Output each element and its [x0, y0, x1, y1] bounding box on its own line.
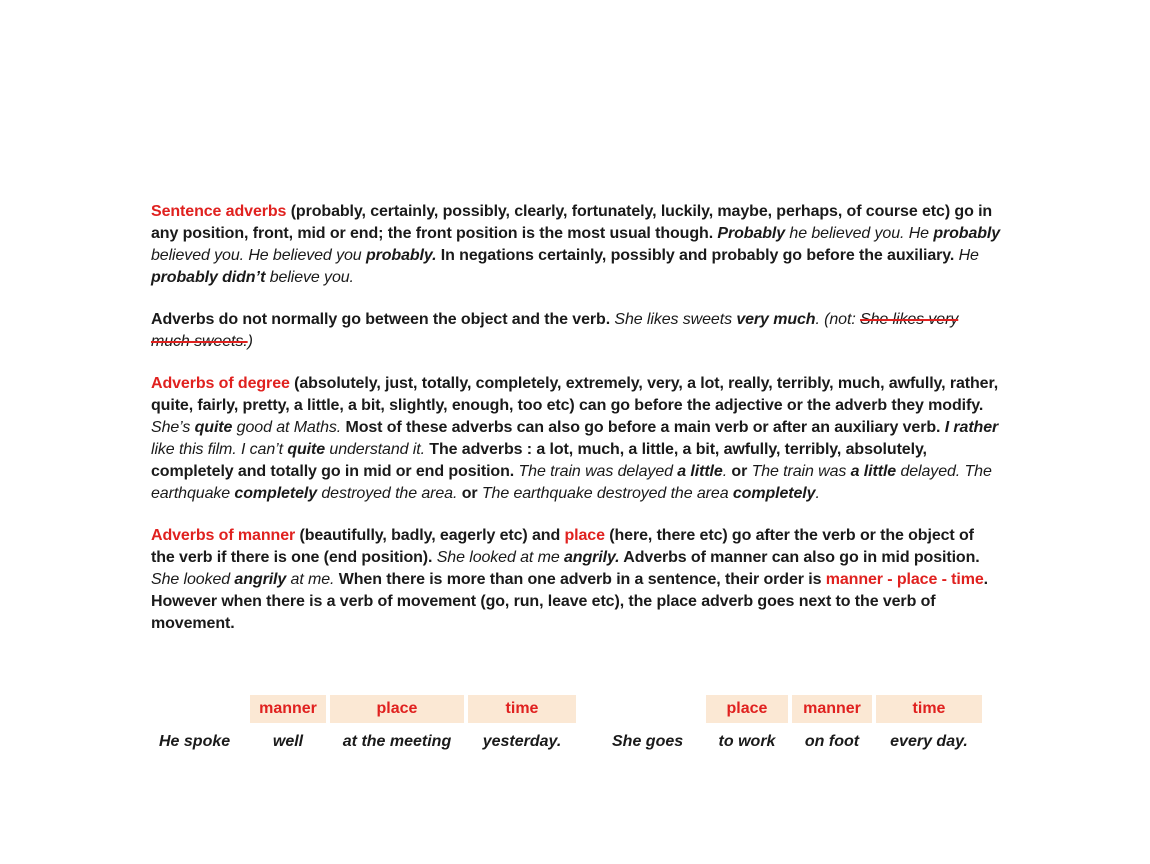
- text: or: [727, 463, 752, 480]
- example1-header-time: time: [468, 695, 576, 723]
- example: a little: [850, 463, 897, 480]
- example: rather: [953, 419, 999, 436]
- example2-header-place: place: [706, 695, 788, 723]
- example: quite: [287, 441, 326, 458]
- text: (absolutely, just, totally, completely, extremely, very, a lot, really, terribly, much, awfully, rather, quite, fairly, pretty, a little, a bit, slightly, enough, too etc) can go before the adjective or the adverb they modify.: [151, 375, 999, 414]
- example1-header-place: place: [330, 695, 464, 723]
- example: The earthquake destroyed the area: [481, 485, 733, 502]
- example2-cell-time: every day.: [890, 733, 968, 750]
- example1-cell-time: yesterday.: [482, 733, 562, 750]
- text: Adverbs do not normally go between the object and the verb.: [151, 311, 615, 328]
- example: probably.: [365, 247, 437, 264]
- example: delayed. The earthquake: [151, 463, 992, 502]
- example1-cell-place: at the meeting: [342, 733, 452, 750]
- example: She’s: [151, 419, 195, 436]
- example: . (not:: [815, 311, 861, 328]
- example2-subject: She goes: [612, 733, 684, 750]
- example: believe you.: [265, 269, 354, 286]
- example: He: [958, 247, 979, 264]
- example: a little: [677, 463, 723, 480]
- highlight-place: place: [564, 527, 605, 544]
- example: I: [944, 419, 954, 436]
- heading-adverbs-of-manner: Adverbs of manner: [151, 527, 296, 544]
- object-verb-paragraph: [151, 309, 1001, 353]
- example1-header-manner: manner: [250, 695, 326, 723]
- example2-cell-place: to work: [718, 733, 776, 750]
- adverbs-of-manner-paragraph: [151, 525, 1001, 635]
- example1-cell-manner: well: [272, 733, 304, 750]
- text: Adverbs of manner can also go in mid position.: [619, 549, 980, 566]
- example: very much: [736, 311, 816, 328]
- example: The train was: [751, 463, 851, 480]
- text: When there is more than one adverb in a sentence, their order is: [334, 571, 826, 588]
- struck-example: She likes very much sweets.: [151, 311, 959, 350]
- adverbs-of-degree-paragraph: [151, 373, 1001, 505]
- example2-header-manner: manner: [792, 695, 872, 723]
- text: (here, there etc) go after the verb or the object of the verb if there is one (end position).: [151, 527, 974, 566]
- example: understand it.: [325, 441, 425, 458]
- example: She looked at me: [436, 549, 564, 566]
- example2-cell-manner: on foot: [804, 733, 860, 750]
- example: She looked: [151, 571, 235, 588]
- text: or: [457, 485, 482, 502]
- example: completely: [732, 485, 816, 502]
- example: ): [247, 333, 253, 350]
- example: completely: [234, 485, 318, 502]
- heading-sentence-adverbs: Sentence adverbs: [151, 203, 287, 220]
- text: . However when there is a verb of movement (go, run, leave etc), the place adverb goes next to the verb of movement.: [151, 571, 989, 632]
- text: In negations certainly, possibly and probably go before the auxiliary.: [436, 247, 959, 264]
- sentence-adverbs-paragraph: [151, 201, 1001, 289]
- example: at me.: [286, 571, 335, 588]
- example: he believed you. He: [785, 225, 934, 242]
- example: angrily.: [564, 549, 620, 566]
- grammar-notes: [151, 201, 1001, 655]
- example: like this film. I can’t: [151, 441, 288, 458]
- example: Probably: [717, 225, 786, 242]
- example: .: [815, 485, 820, 502]
- text: Most of these adverbs can also go before a main verb or after an auxiliary verb.: [341, 419, 945, 436]
- text: The adverbs : a lot, much, a little, a bit, awfully, terribly, absolutely, completely and totally go in mid or end position.: [151, 441, 927, 480]
- highlight-order: manner - place - time: [825, 571, 984, 588]
- example2-header-time: time: [876, 695, 982, 723]
- example: probably didn’t: [151, 269, 266, 286]
- example: good at Maths.: [232, 419, 342, 436]
- text: (beautifully, badly, eagerly etc) and: [295, 527, 565, 544]
- example: The train was delayed: [518, 463, 678, 480]
- example: quite: [194, 419, 233, 436]
- example: probably: [933, 225, 1001, 242]
- example: believed you. He believed you: [151, 247, 366, 264]
- example: destroyed the area.: [317, 485, 458, 502]
- example: .: [722, 463, 728, 480]
- example1-subject: He spoke: [159, 733, 231, 750]
- example: angrily: [234, 571, 287, 588]
- example: She likes sweets: [614, 311, 737, 328]
- text: (probably, certainly, possibly, clearly, fortunately, luckily, maybe, perhaps, of course etc) go in any position, front, mid or end; the front position is the most usual though.: [151, 203, 993, 242]
- heading-adverbs-of-degree: Adverbs of degree: [151, 375, 290, 392]
